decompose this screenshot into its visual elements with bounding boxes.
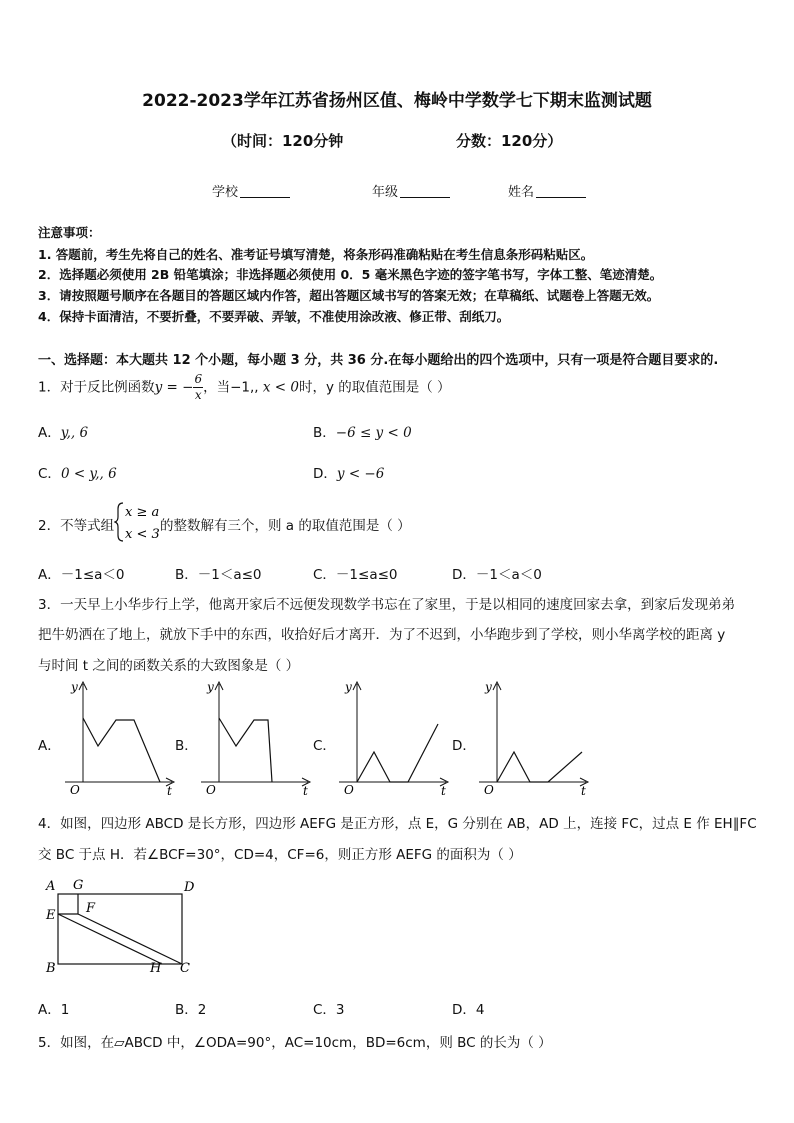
name-field[interactable] bbox=[508, 181, 586, 200]
graph-d-curve bbox=[497, 752, 582, 782]
question-5: 5．如图，在▱ABCD 中，∠ODA=90°，AC=10cm，BD=6cm，则 BC 的长为（ ） bbox=[38, 1035, 552, 1051]
note-item: 2．选择题必须使用 2B 铅笔填涂；非选择题必须使用 0．5 毫米黑色字迹的签字笔书写，字体工整、笔迹清楚。 bbox=[38, 267, 663, 282]
q4-line: 交 BC 于点 H．若∠BCF=30°，CD=4，CF=6，则正方形 AEFG 的面积为（ ） bbox=[38, 847, 522, 863]
axis-t-label: t bbox=[303, 784, 308, 798]
point-h-label: H bbox=[150, 961, 162, 976]
q4-line: 4．如图，四边形 ABCD 是长方形，四边形 AEFG 是正方形，点 E，G 分别在 AB，AD 上，连接 FC，过点 E 作 EH∥FC bbox=[38, 816, 757, 832]
q2-option-d[interactable]: D．－1＜a＜0 bbox=[452, 567, 542, 583]
q4-figure bbox=[40, 874, 210, 980]
note-item: 1. 答题前，考生先将自己的姓名、准考证号填写清楚，将条形码准确粘贴在考生信息条形码粘贴区。 bbox=[38, 247, 594, 262]
graph-a-curve bbox=[83, 718, 160, 782]
q1-fraction: $\frac{6}{x}$ bbox=[194, 372, 203, 402]
q4-option-c[interactable]: C．3 bbox=[313, 1002, 345, 1018]
q2-system-brace bbox=[114, 500, 160, 544]
origin-label: O bbox=[484, 783, 494, 797]
point-g-label: G bbox=[73, 878, 84, 893]
q3-graph-c bbox=[334, 678, 454, 800]
q2-ineq-2: x < 3 bbox=[125, 527, 160, 542]
q1-suffix: 时，y 的取值范围是（ ） bbox=[298, 379, 451, 396]
note-item: 4．保持卡面清洁，不要折叠，不要弄破、弄皱，不准使用涂改液、修正带、刮纸刀。 bbox=[38, 309, 510, 324]
segment-eh bbox=[58, 914, 162, 964]
exam-time: （时间：120分钟 bbox=[222, 132, 344, 150]
q3-option-d[interactable]: D． bbox=[452, 738, 476, 754]
q3-graph-d bbox=[474, 678, 594, 800]
origin-label: O bbox=[344, 783, 354, 797]
q1-option-c[interactable]: C．0 < y,, 6 bbox=[38, 466, 117, 482]
q3-graph-b bbox=[196, 678, 316, 800]
q2-option-b[interactable]: B．－1＜a≤0 bbox=[175, 567, 262, 583]
q4-option-b[interactable]: B．2 bbox=[175, 1002, 207, 1018]
q1-prefix: 1．对于反比例函数 bbox=[38, 379, 155, 396]
q1-condition: ，当−1,, bbox=[203, 379, 259, 396]
page-title: 2022-2023学年江苏省扬州区值、梅岭中学数学七下期末监测试题 bbox=[142, 91, 652, 111]
q3-line: 与时间 t 之间的函数关系的大致图象是（ ） bbox=[38, 658, 300, 674]
graph-b-curve bbox=[219, 718, 272, 782]
q3-option-b[interactable]: B． bbox=[175, 738, 198, 754]
q2-option-c[interactable]: C．－1≤a≤0 bbox=[313, 567, 398, 583]
section-heading: 一、选择题：本大题共 12 个小题，每小题 3 分，共 36 分.在每小题给出的四个选项中，只有一项是符合题目要求的. bbox=[38, 353, 719, 368]
point-a-label: A bbox=[46, 879, 56, 894]
grade-label: 年级 bbox=[372, 185, 399, 200]
note-item: 3．请按照题号顺序在各题目的答题区域内作答，超出答题区域书写的答案无效；在草稿纸、试题卷上答题无效。 bbox=[38, 288, 660, 303]
segment-fc bbox=[78, 914, 182, 964]
rectangle-abcd bbox=[58, 894, 182, 964]
q2-suffix: 的整数解有三个，则 a 的取值范围是（ ） bbox=[160, 518, 411, 534]
q3-option-c[interactable]: C． bbox=[313, 738, 336, 754]
school-label: 学校 bbox=[212, 185, 239, 200]
point-f-label: F bbox=[86, 901, 96, 916]
origin-label: O bbox=[70, 783, 80, 797]
q2-ineq-1: x ≥ a bbox=[125, 505, 160, 520]
notes-heading: 注意事项： bbox=[38, 225, 101, 240]
name-label: 姓名 bbox=[508, 185, 535, 200]
axis-t-label: t bbox=[167, 784, 172, 798]
q4-option-a[interactable]: A．1 bbox=[38, 1002, 70, 1018]
q3-line: 把牛奶洒在了地上，就放下手中的东西，收拾好后才离开．为了不迟到，小华跑步到了学校，则小华离学校的距离 y bbox=[38, 627, 726, 643]
exam-score: 分数：120分） bbox=[456, 132, 563, 150]
question-1 bbox=[38, 372, 451, 403]
q3-line: 3．一天早上小华步行上学，他离开家后不远便发现数学书忘在了家里，于是以相同的速度回家去拿，到家后发现弟弟 bbox=[38, 597, 736, 613]
axis-y-label: y bbox=[485, 680, 492, 694]
q3-graph-a bbox=[60, 678, 180, 800]
q1-option-b[interactable]: B．−6 ≤ y < 0 bbox=[313, 425, 412, 441]
point-e-label: E bbox=[46, 908, 56, 923]
q1-x-condition: x < 0 bbox=[262, 379, 299, 396]
point-b-label: B bbox=[46, 961, 56, 976]
origin-label: O bbox=[206, 783, 216, 797]
point-c-label: C bbox=[180, 961, 190, 976]
graph-c-curve bbox=[357, 724, 438, 782]
q1-option-d[interactable]: D．y < −6 bbox=[313, 466, 385, 482]
school-field[interactable] bbox=[212, 181, 290, 200]
square-aefg bbox=[58, 894, 78, 914]
q2-prefix: 2．不等式组 bbox=[38, 518, 115, 534]
point-d-label: D bbox=[184, 880, 195, 895]
axis-y-label: y bbox=[207, 680, 214, 694]
q1-function: y = − bbox=[154, 379, 194, 396]
axis-y-label: y bbox=[71, 680, 78, 694]
grade-field[interactable] bbox=[372, 181, 450, 200]
q4-option-d[interactable]: D．4 bbox=[452, 1002, 485, 1018]
axis-y-label: y bbox=[345, 680, 352, 694]
q2-option-a[interactable]: A．－1≤a＜0 bbox=[38, 567, 125, 583]
q3-option-a[interactable]: A． bbox=[38, 738, 61, 754]
axis-t-label: t bbox=[581, 784, 586, 798]
axis-t-label: t bbox=[441, 784, 446, 798]
q1-option-a[interactable]: A．y,, 6 bbox=[38, 425, 89, 441]
